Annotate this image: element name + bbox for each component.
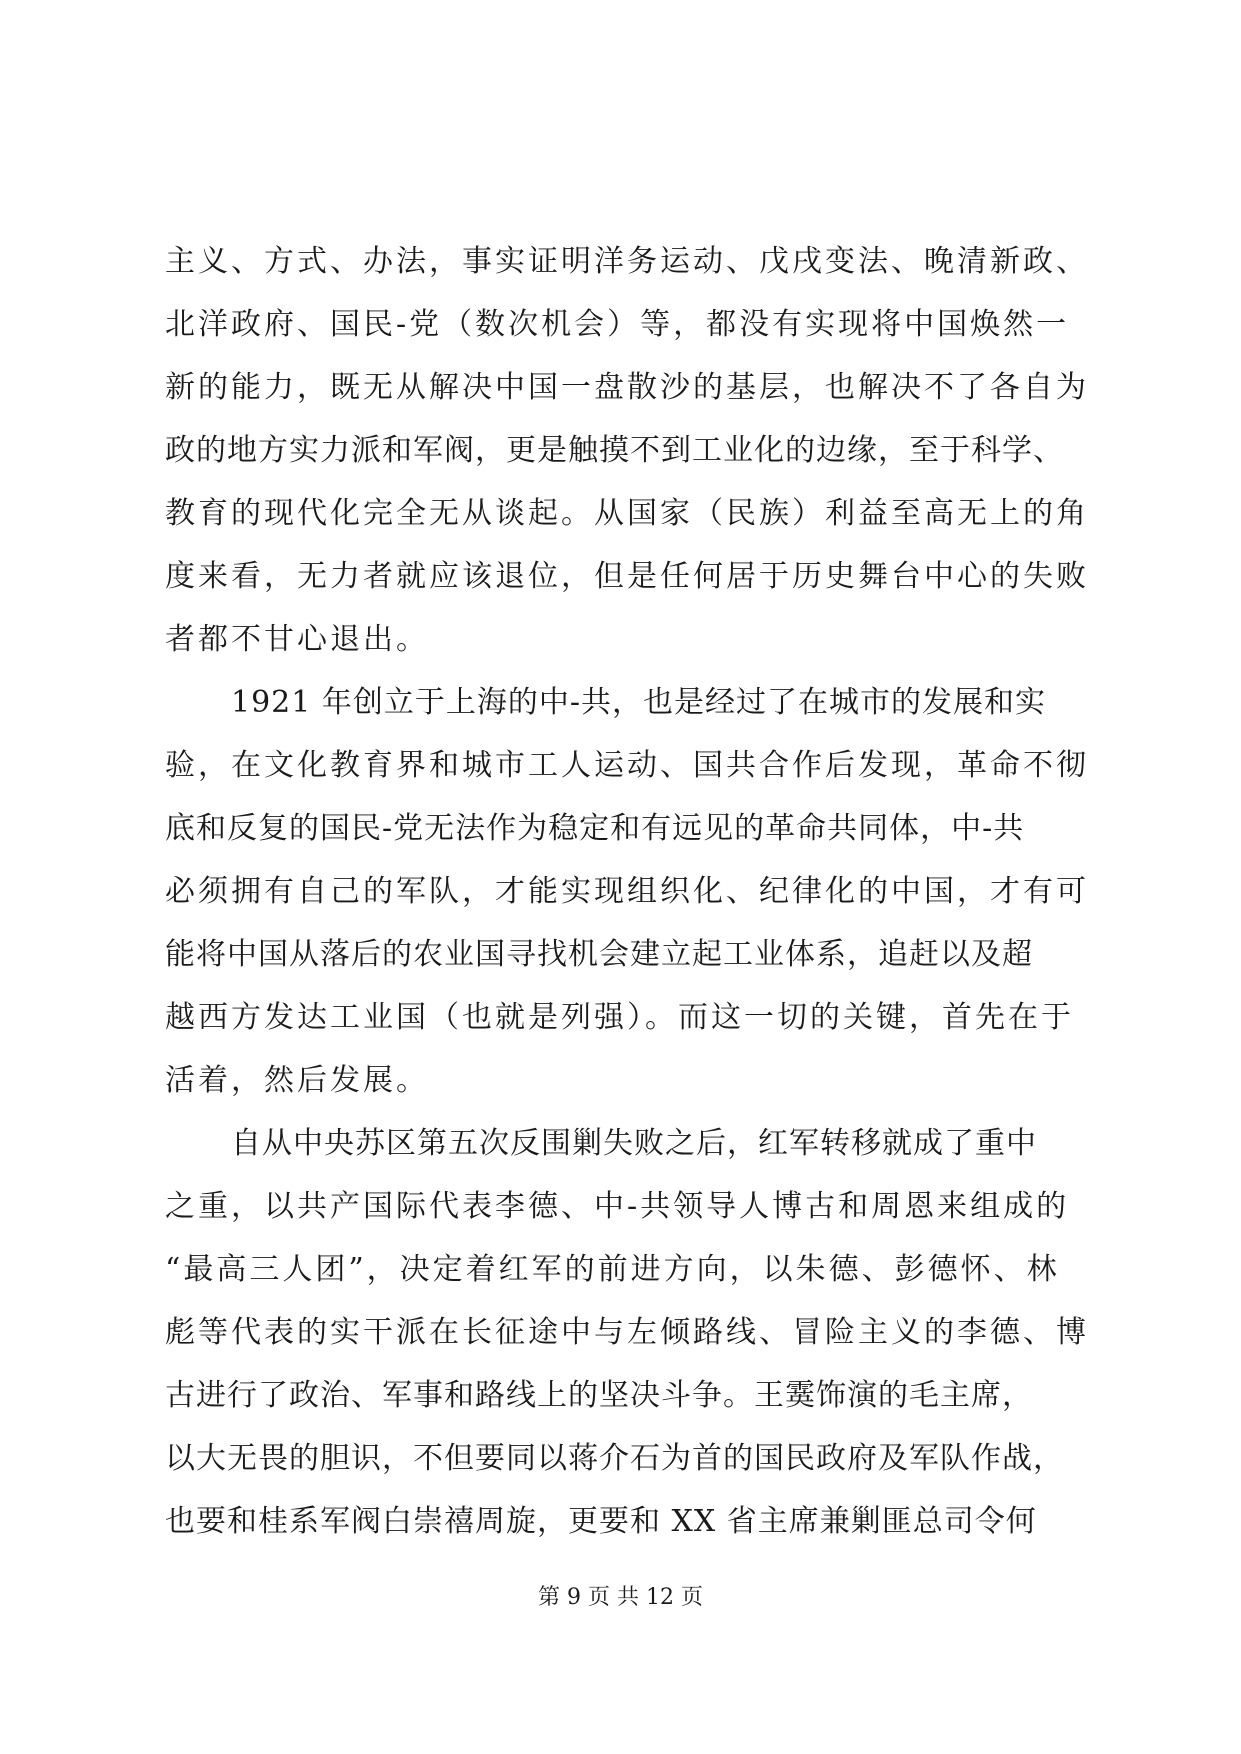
text-line: 者都不甘心退出。 [165, 622, 429, 657]
text-line: 教育的现代化完全无从谈起。从国家（民族）利益至高无上的角 [165, 496, 1089, 531]
text-line: 度来看，无力者就应该退位，但是任何居于历史舞台中心的失败 [165, 559, 1089, 594]
body-text [165, 230, 1089, 1553]
text-line: 能将中国从落后的农业国寻找机会建立起工业体系，追赶以及超 [165, 937, 1033, 972]
paragraph-start-line: 自从中央苏区第五次反围剿失败之后，红军转移就成了重中 [231, 1126, 1037, 1161]
text-line: 彪等代表的实干派在长征途中与左倾路线、冒险主义的李德、博 [165, 1315, 1089, 1350]
text-line: 北洋政府、国民-党（数次机会）等，都没有实现将中国焕然一 [165, 307, 1070, 342]
text-line: 活着，然后发展。 [165, 1063, 429, 1098]
text-line: 古进行了政治、军事和路线上的坚决斗争。王霙饰演的毛主席， [165, 1378, 1033, 1413]
text-line: 越西方发达工业国（也就是列强）。而这一切的关键，首先在于 [165, 1000, 1074, 1035]
text-line: 主义、方式、办法，事实证明洋务运动、戊戌变法、晚清新政、 [165, 244, 1089, 279]
text-line: 新的能力，既无从解决中国一盘散沙的基层，也解决不了各自为 [165, 370, 1089, 405]
text-line: “最高三人团”，决定着红军的前进方向，以朱德、彭德怀、林 [165, 1252, 1060, 1287]
text-line: 之重，以共产国际代表李德、中-共领导人博古和周恩来组成的 [165, 1189, 1070, 1224]
text-line: 验，在文化教育界和城市工人运动、国共合作后发现，革命不彻 [165, 748, 1089, 783]
text-line: 政的地方实力派和军阀，更是触摸不到工业化的边缘，至于科学、 [165, 433, 1064, 468]
text-line: 也要和桂系军阀白崇禧周旋，更要和 XX 省主席兼剿匪总司令何 [165, 1504, 1037, 1539]
paragraph-start-line: 1921 年创立于上海的中-共，也是经过了在城市的发展和实 [231, 685, 1047, 720]
text-line: 以大无畏的胆识，不但要同以蒋介石为首的国民政府及军队作战， [165, 1441, 1064, 1476]
text-line: 底和反复的国民-党无法作为稳定和有远见的革命共同体，中-共 [165, 811, 1025, 846]
text-line: 必须拥有自己的军队，才能实现组织化、纪律化的中国，才有可 [165, 874, 1089, 909]
page-number-footer: 第 9 页 共 12 页 [538, 1585, 703, 1610]
